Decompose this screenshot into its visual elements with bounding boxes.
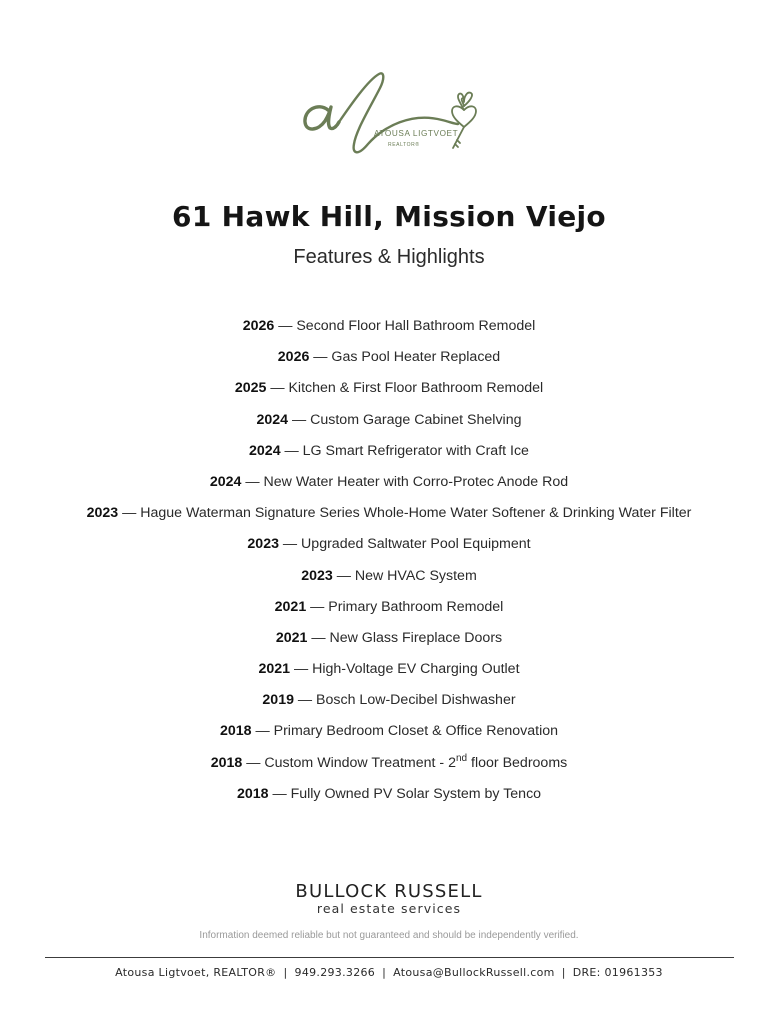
feature-ordinal-suffix: nd (455, 752, 468, 764)
contact-phone[interactable]: 949.293.3266 (294, 966, 376, 979)
feature-year: 2023 (301, 567, 333, 584)
feature-item (0, 716, 778, 747)
monogram-l-stroke (339, 73, 458, 152)
feature-item (0, 498, 778, 529)
feature-item (0, 373, 778, 404)
features-list (0, 311, 778, 810)
feature-text: — Gas Pool Heater Replaced (309, 349, 501, 366)
feature-text: — High-Voltage EV Charging Outlet (290, 661, 520, 678)
feature-item (0, 405, 778, 436)
feature-year: 2024 (209, 473, 242, 490)
feature-text: — Custom Garage Cabinet Shelving (288, 411, 522, 428)
feature-text: — Kitchen & First Floor Bathroom Remodel (266, 380, 544, 397)
feature-year: 2025 (234, 380, 267, 397)
logo-agent-name: ATOUSA LIGTVOET (374, 129, 459, 138)
feature-year: 2026 (277, 349, 310, 366)
feature-year: 2021 (274, 598, 307, 615)
feature-text: — Fully Owned PV Solar System by Tenco (268, 785, 542, 802)
feature-text: — New Glass Fireplace Doors (307, 629, 503, 646)
brokerage-tagline: real estate services (316, 901, 462, 916)
monogram-a-stroke (305, 107, 339, 129)
feature-year: 2021 (258, 661, 291, 678)
logo-graphic (300, 66, 482, 162)
feature-item (0, 529, 778, 560)
feature-item (0, 592, 778, 623)
feature-year: 2019 (262, 692, 294, 709)
feature-text: — Hague Waterman Signature Series Whole-Home Water Softener & Drinking Water Filter (118, 505, 692, 522)
page-subtitle: Features & Highlights (293, 246, 485, 268)
page-title: 61 Hawk Hill, Mission Viejo (172, 200, 606, 233)
feature-year: 2023 (86, 505, 119, 522)
contact-email[interactable]: Atousa@BullockRussell.com (393, 966, 555, 979)
feature-year: 2023 (247, 536, 279, 553)
feature-item (0, 436, 778, 467)
feature-year: 2026 (242, 318, 275, 334)
feature-item (0, 654, 778, 685)
feature-year: 2018 (219, 723, 252, 740)
contact-footer (0, 966, 778, 979)
feature-item (0, 467, 778, 498)
contact-separator: | (382, 966, 387, 979)
feature-year: 2018 (210, 754, 243, 771)
feature-year: 2024 (249, 442, 281, 459)
feature-text: — Primary Bathroom Remodel (306, 598, 504, 615)
feature-item (0, 779, 778, 810)
feature-item (0, 685, 778, 716)
feature-item (0, 342, 778, 373)
contact-separator: | (561, 966, 566, 979)
contact-dre: DRE: 01961353 (572, 966, 663, 979)
feature-text: — Custom Window Treatment - 2 (242, 754, 456, 771)
feature-item (0, 623, 778, 654)
feature-text-continued: floor Bedrooms (467, 754, 568, 771)
disclaimer-text: Information deemed reliable but not guaranteed and should be independently verified. (199, 930, 579, 941)
feature-item (0, 748, 778, 779)
footer-divider (45, 957, 734, 958)
feature-year: 2024 (256, 411, 289, 428)
heart-key-icon (452, 93, 476, 148)
contact-agent: Atousa Ligtvoet, REALTOR® (115, 966, 277, 979)
feature-item (0, 561, 778, 592)
feature-text: — New Water Heater with Corro-Protec Anode Rod (241, 473, 569, 490)
feature-year: 2018 (236, 785, 269, 802)
feature-text: — New HVAC System (332, 567, 477, 584)
feature-text: — Primary Bedroom Closet & Office Renovation (251, 723, 559, 740)
contact-separator: | (283, 966, 288, 979)
feature-text: — Upgraded Saltwater Pool Equipment (278, 536, 531, 553)
feature-text: — LG Smart Refrigerator with Craft Ice (280, 442, 529, 459)
feature-year: 2021 (275, 629, 308, 646)
agent-logo (300, 66, 482, 162)
brokerage-name: BULLOCK RUSSELL (295, 881, 483, 902)
feature-text: — Second Floor Hall Bathroom Remodel (274, 318, 536, 334)
logo-agent-role: REALTOR® (388, 142, 420, 148)
feature-item (0, 311, 778, 342)
feature-text: — Bosch Low-Decibel Dishwasher (293, 692, 516, 709)
